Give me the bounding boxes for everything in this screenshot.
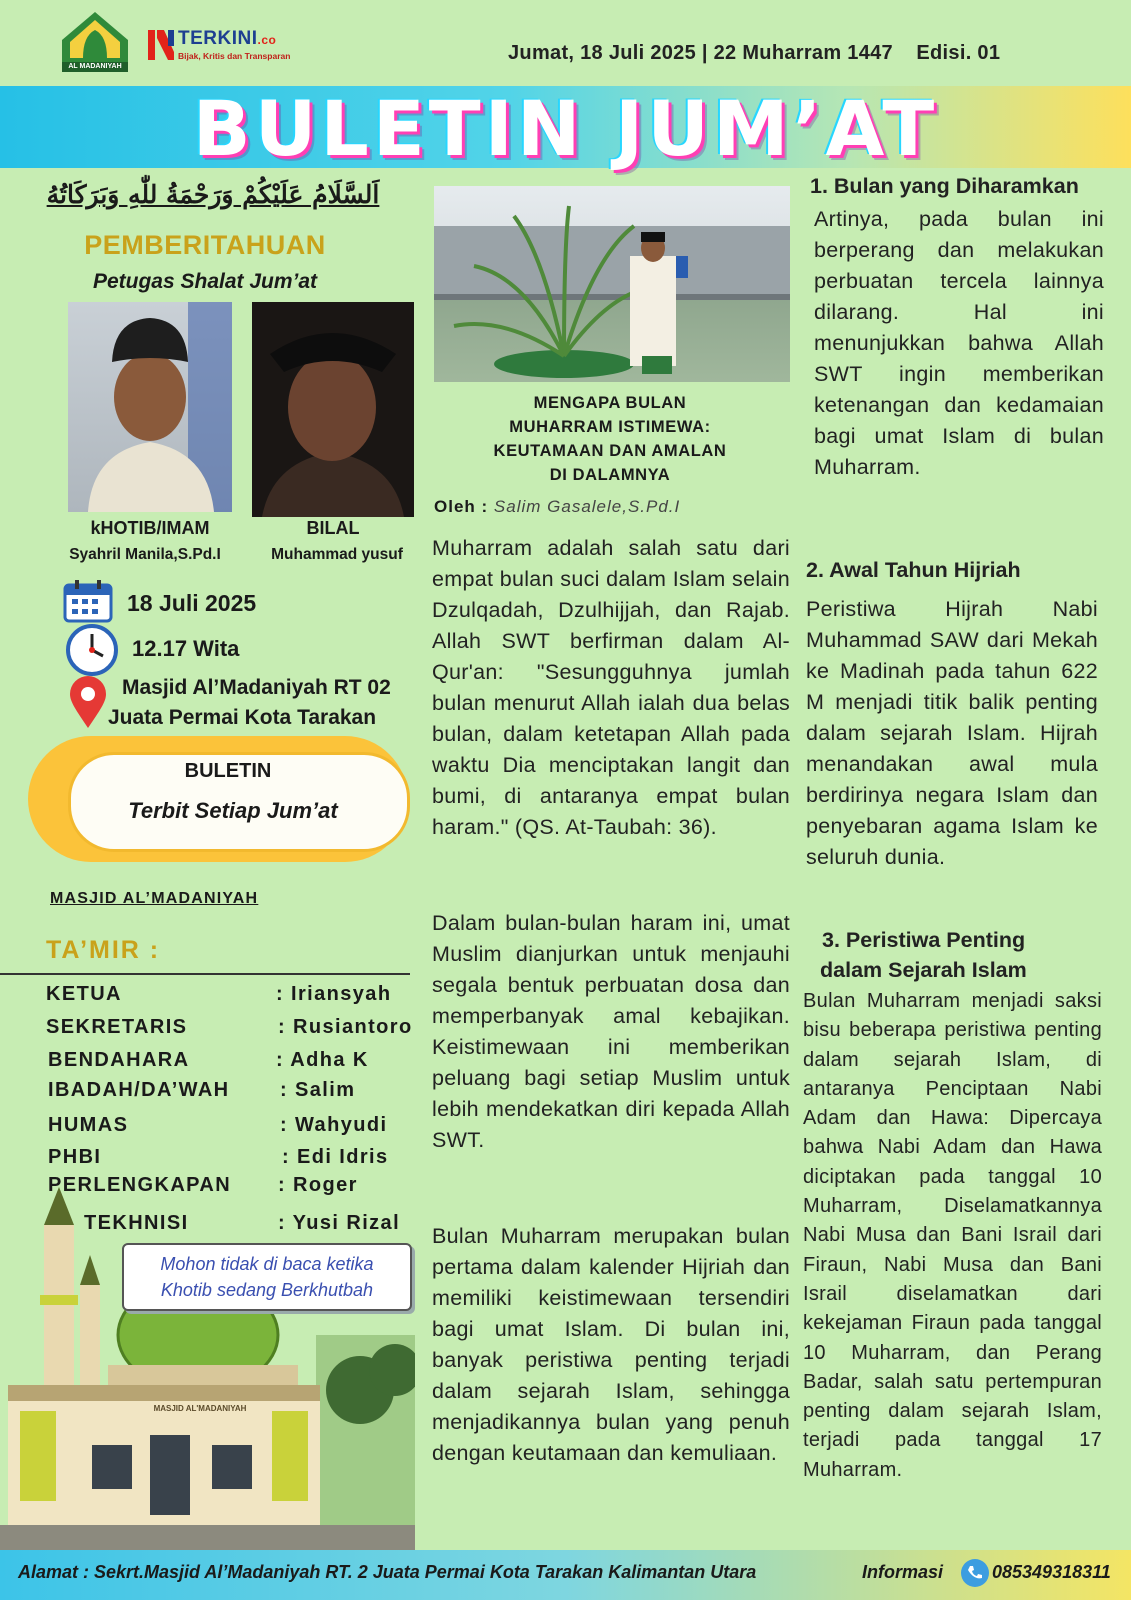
section-paragraph-2: Peristiwa Hijrah Nabi Muhammad SAW dari Mekah ke Madinah pada tahun 622 M menjadi titik balik penting dalam sejarah Islam. Hijrah menandakan awal mula berdirinya negara Islam dan penyebaran agama Islam ke seluruh dunia. xyxy=(806,597,1098,869)
tamir-role: TEKHNISI xyxy=(84,1212,189,1234)
clock-icon xyxy=(64,622,120,678)
calendar-icon xyxy=(62,578,114,624)
tamir-role: KETUA xyxy=(46,983,122,1005)
location-pin-icon xyxy=(68,676,108,730)
section-heading-2: 2. Awal Tahun Hijriah xyxy=(806,558,1021,582)
article-byline xyxy=(434,497,680,517)
tamir-name: : Wahyudi xyxy=(280,1114,388,1136)
tamir-role: BENDAHARA xyxy=(48,1049,190,1071)
event-place-line2: Juata Permai Kota Tarakan xyxy=(108,706,377,729)
tamir-role: IBADAH/DA’WAH xyxy=(48,1079,230,1101)
footer-phone[interactable]: 085349318311 xyxy=(992,1562,1111,1582)
article-title xyxy=(430,391,790,487)
event-time: 12.17 Wita xyxy=(132,636,240,661)
terkini-suffix: .co xyxy=(257,33,277,47)
masjid-name-link: MASJID AL’MADANIYAH xyxy=(50,890,259,907)
tamir-name: : Yusi Rizal xyxy=(278,1212,401,1234)
tamir-name: : Edi Idris xyxy=(282,1146,389,1168)
khotib-name: Syahril Manila,S.Pd.I xyxy=(69,546,221,563)
announcement-heading: PEMBERITAHUAN xyxy=(84,230,326,260)
tamir-divider xyxy=(0,973,410,975)
footer-info-label: Informasi xyxy=(862,1562,944,1582)
bilal-name: Muhammad yusuf xyxy=(271,546,403,563)
officers-subheading: Petugas Shalat Jum’at xyxy=(92,270,318,293)
event-place-line1: Masjid Al’Madaniyah RT 02 xyxy=(122,676,391,699)
tamir-name: : Rusiantoro xyxy=(278,1016,413,1038)
tamir-name: : Iriansyah xyxy=(276,983,392,1005)
phone-icon xyxy=(960,1558,990,1588)
article-title-line2: MUHARRAM ISTIMEWA: xyxy=(509,418,711,436)
tamir-role: HUMAS xyxy=(48,1114,129,1136)
khutbah-notice-line1: Mohon tidak di baca ketika xyxy=(160,1254,374,1274)
section-heading-1: 1. Bulan yang Diharamkan xyxy=(810,174,1079,198)
khotib-role: kHOTIB/IMAM xyxy=(90,518,210,538)
tamir-role: PERLENGKAPAN xyxy=(48,1174,232,1196)
section-paragraph-3: Bulan Muharram menjadi saksi bisu beberapa peristiwa penting dalam sejarah Islam, di antaranya Penciptaan Nabi Adam dan Hawa: Dipercaya bahwa Nabi Adam dan Hawa diciptakan pada tanggal 10 Muharram, Diselamatkannya Nabi Musa dan Bani Israil dari Firaun, Nabi Musa dan Bani Israil diselamatkan dari kekejaman Firaun pada tanggal 10 Muharram, dan Perang Badar, salah satu pertempuran penting dalam sejarah Islam, terjadi pada tanggal 17 Muharram. xyxy=(803,990,1102,1481)
buletin-frequency: Terbit Setiap Jum’at xyxy=(128,798,338,823)
bilal-role: BILAL xyxy=(306,518,360,538)
article-paragraph-2: Dalam bulan-bulan haram ini, umat Muslim dianjurkan untuk menjauhi segala bentuk perbuatan dosa dan memperbanyak amal kebajikan. Keistimewaan ini memberikan peluang bagi setiap Muslim untuk lebih mendekatkan diri kepada Allah SWT. xyxy=(432,911,790,1152)
section-paragraph-1: Artinya, pada bulan ini berperang dan melakukan perbuatan tercela lainnya dilarang. Hal ini menunjukkan bahwa Allah SWT ingin memberikan ketenangan dan kedamaian bagi umat Islam di bulan Muharram. xyxy=(814,207,1104,479)
logo-caption: AL MADANIYAH xyxy=(68,63,122,70)
section-heading-3a: 3. Peristiwa Penting xyxy=(822,928,1026,952)
terkini-name: TERKINI xyxy=(178,28,258,49)
tamir-heading: TA’MIR : xyxy=(46,936,161,964)
tamir-name: : Roger xyxy=(278,1174,358,1196)
mosque-sign: MASJID AL'MADANIYAH xyxy=(153,1404,247,1413)
article-title-line3: KEUTAMAAN DAN AMALAN xyxy=(493,442,727,460)
buletin-label: BULETIN xyxy=(184,760,272,782)
article-title-line1: MENGAPA BULAN xyxy=(533,394,687,412)
article-paragraph-1: Muharram adalah salah satu dari empat bulan suci dalam Islam selain Dzulqadah, Dzulhijjah, dan Rajab. Allah SWT berfirman dalam Al-Qur'an: "Sesungguhnya jumlah bulan menurut Allah ialah dua belas bulan, dalam ketetapan Allah pada waktu Dia menciptakan langit dan bumi, di antaranya empat bulan haram." (QS. At-Taubah: 36). xyxy=(432,536,790,839)
footer-address: Alamat : Sekrt.Masjid Al’Madaniyah RT. 2 Juata Permai Kota Tarakan Kalimantan Utara xyxy=(18,1562,757,1582)
salam-greeting: اَلسَّلَامُ عَلَيْكُمْ وَرَحْمَةُ للّٰهِ وَبَرَكَاتُهُ xyxy=(46,180,380,209)
khutbah-notice-line2: Khotib sedang Berkhutbah xyxy=(160,1280,374,1300)
tamir-name: : Adha K xyxy=(276,1049,369,1071)
khotib-photo xyxy=(68,302,232,512)
khutbah-notice xyxy=(122,1243,412,1311)
byline-label: Oleh : xyxy=(434,497,489,516)
section-heading-3b: dalam Sejarah Islam xyxy=(820,958,1027,982)
terkini-logo xyxy=(148,26,318,66)
tamir-role: SEKRETARIS xyxy=(46,1016,188,1038)
article-title-line4: DI DALAMNYA xyxy=(549,466,671,484)
event-date: 18 Juli 2025 xyxy=(127,590,257,616)
article-author: Salim Gasalele,S.Pd.I xyxy=(493,497,681,516)
al-madaniyah-logo xyxy=(58,10,132,74)
terkini-tagline: Bijak, Kritis dan Transparan xyxy=(178,51,291,61)
issue-date-line: Jumat, 18 Juli 2025 | 22 Muharram 1447 Edisi. 01 xyxy=(508,42,1001,64)
mosque-illustration xyxy=(0,1185,415,1550)
bulletin-title: BULETIN JUM’AT xyxy=(192,84,939,173)
bilal-photo xyxy=(252,302,414,517)
tamir-role: PHBI xyxy=(48,1146,102,1168)
author-photo xyxy=(434,186,790,382)
tamir-name: : Salim xyxy=(280,1079,356,1101)
article-paragraph-3: Bulan Muharram merupakan bulan pertama dalam kalender Hijriah dan memiliki keistimewaan tersendiri bagi umat Islam. Di bulan ini, banyak peristiwa penting terjadi dalam sejarah Islam, sehingga menjadikannya bulan yang penuh dengan keutamaan dan kemuliaan. xyxy=(432,1224,790,1465)
